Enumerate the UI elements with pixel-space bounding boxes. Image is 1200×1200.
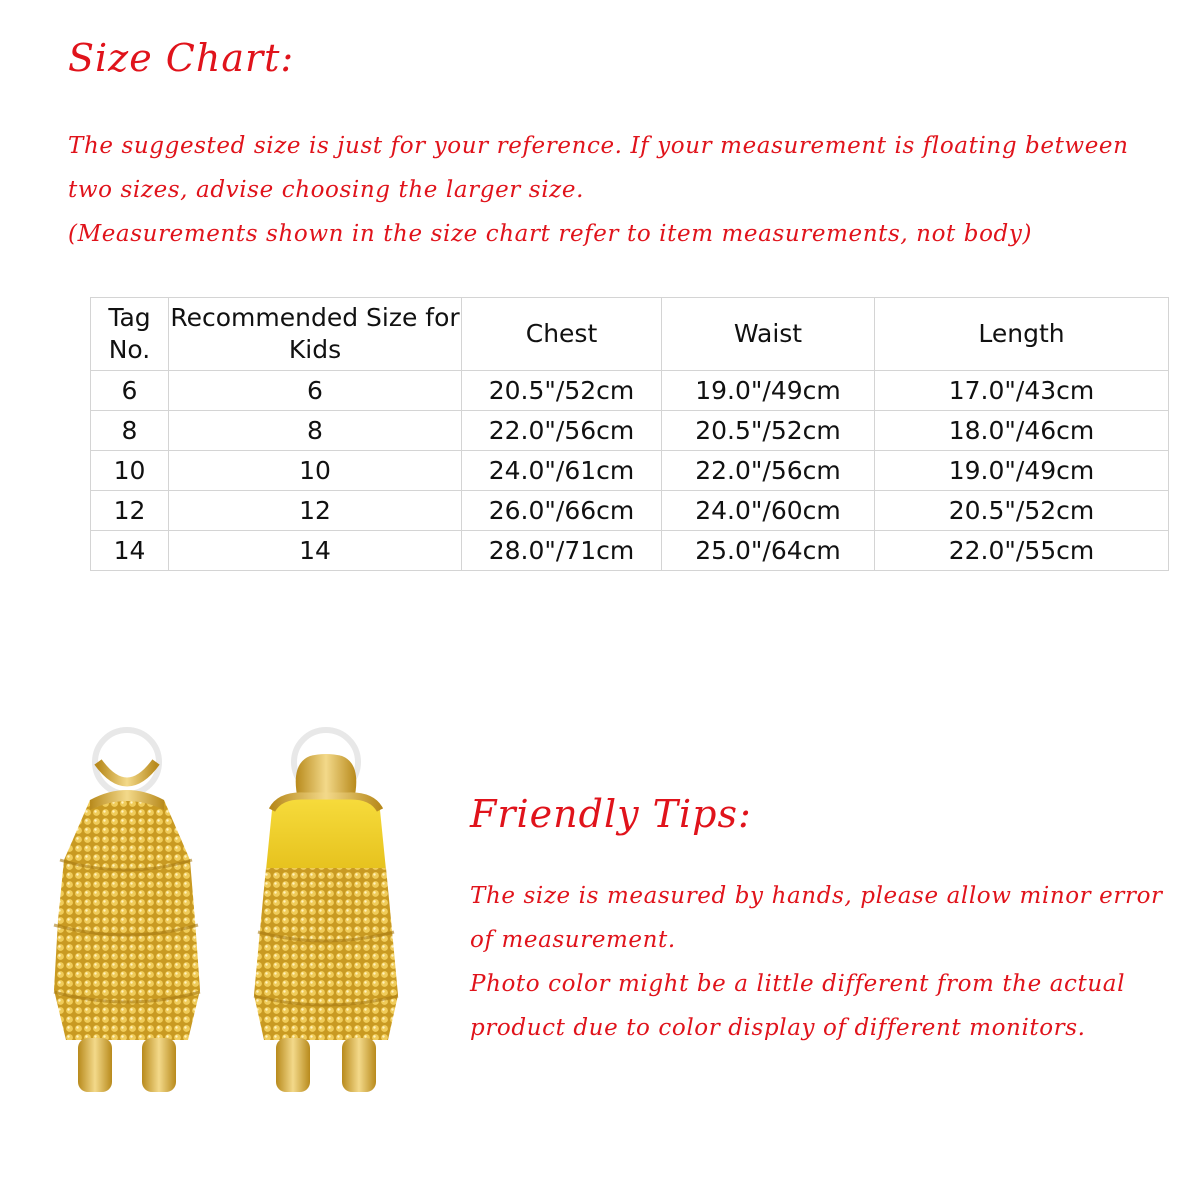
column-header-chest: Chest bbox=[462, 298, 662, 371]
cell-chest: 20.5"/52cm bbox=[462, 371, 662, 411]
cell-tag-no: 6 bbox=[91, 371, 169, 411]
cell-recommended-size: 14 bbox=[169, 531, 462, 571]
cell-chest: 24.0"/61cm bbox=[462, 451, 662, 491]
friendly-tips-title: Friendly Tips: bbox=[470, 792, 752, 836]
column-header-waist: Waist bbox=[662, 298, 875, 371]
cell-length: 20.5"/52cm bbox=[875, 491, 1169, 531]
cell-tag-no: 12 bbox=[91, 491, 169, 531]
size-chart-title: Size Chart: bbox=[68, 36, 295, 80]
tip-color: Photo color might be a little different from the actual product due to color display of different monitors. bbox=[470, 971, 1126, 1041]
cell-length: 18.0"/46cm bbox=[875, 411, 1169, 451]
cell-length: 17.0"/43cm bbox=[875, 371, 1169, 411]
cell-tag-no: 10 bbox=[91, 451, 169, 491]
cell-chest: 22.0"/56cm bbox=[462, 411, 662, 451]
cell-waist: 24.0"/60cm bbox=[662, 491, 875, 531]
column-header-tag-no: Tag No. bbox=[91, 298, 169, 371]
size-note-reference: The suggested size is just for your reference. If your measurement is floating between two sizes, advise choosing the larger size. bbox=[68, 133, 1129, 203]
cell-tag-no: 8 bbox=[91, 411, 169, 451]
size-chart-notes bbox=[68, 124, 1168, 256]
tip-measurement: The size is measured by hands, please allow minor error of measurement. bbox=[470, 883, 1163, 953]
table-row bbox=[91, 451, 1169, 491]
table-header-row bbox=[91, 298, 1169, 371]
table-row bbox=[91, 531, 1169, 571]
table-row bbox=[91, 411, 1169, 451]
table-row bbox=[91, 371, 1169, 411]
cell-recommended-size: 12 bbox=[169, 491, 462, 531]
dress-back-view bbox=[254, 730, 398, 1092]
column-header-length: Length bbox=[875, 298, 1169, 371]
cell-waist: 20.5"/52cm bbox=[662, 411, 875, 451]
dress-front-view bbox=[54, 730, 200, 1092]
cell-waist: 25.0"/64cm bbox=[662, 531, 875, 571]
cell-chest: 28.0"/71cm bbox=[462, 531, 662, 571]
cell-waist: 19.0"/49cm bbox=[662, 371, 875, 411]
cell-recommended-size: 6 bbox=[169, 371, 462, 411]
cell-waist: 22.0"/56cm bbox=[662, 451, 875, 491]
cell-recommended-size: 10 bbox=[169, 451, 462, 491]
friendly-tips bbox=[470, 874, 1170, 1050]
table-row bbox=[91, 491, 1169, 531]
size-table bbox=[90, 297, 1169, 571]
cell-tag-no: 14 bbox=[91, 531, 169, 571]
cell-length: 22.0"/55cm bbox=[875, 531, 1169, 571]
column-header-recommended-size: Recommended Size for Kids bbox=[169, 298, 462, 371]
cell-recommended-size: 8 bbox=[169, 411, 462, 451]
product-photo bbox=[20, 700, 440, 1120]
size-note-measurement: (Measurements shown in the size chart refer to item measurements, not body) bbox=[68, 221, 1033, 247]
cell-chest: 26.0"/66cm bbox=[462, 491, 662, 531]
cell-length: 19.0"/49cm bbox=[875, 451, 1169, 491]
